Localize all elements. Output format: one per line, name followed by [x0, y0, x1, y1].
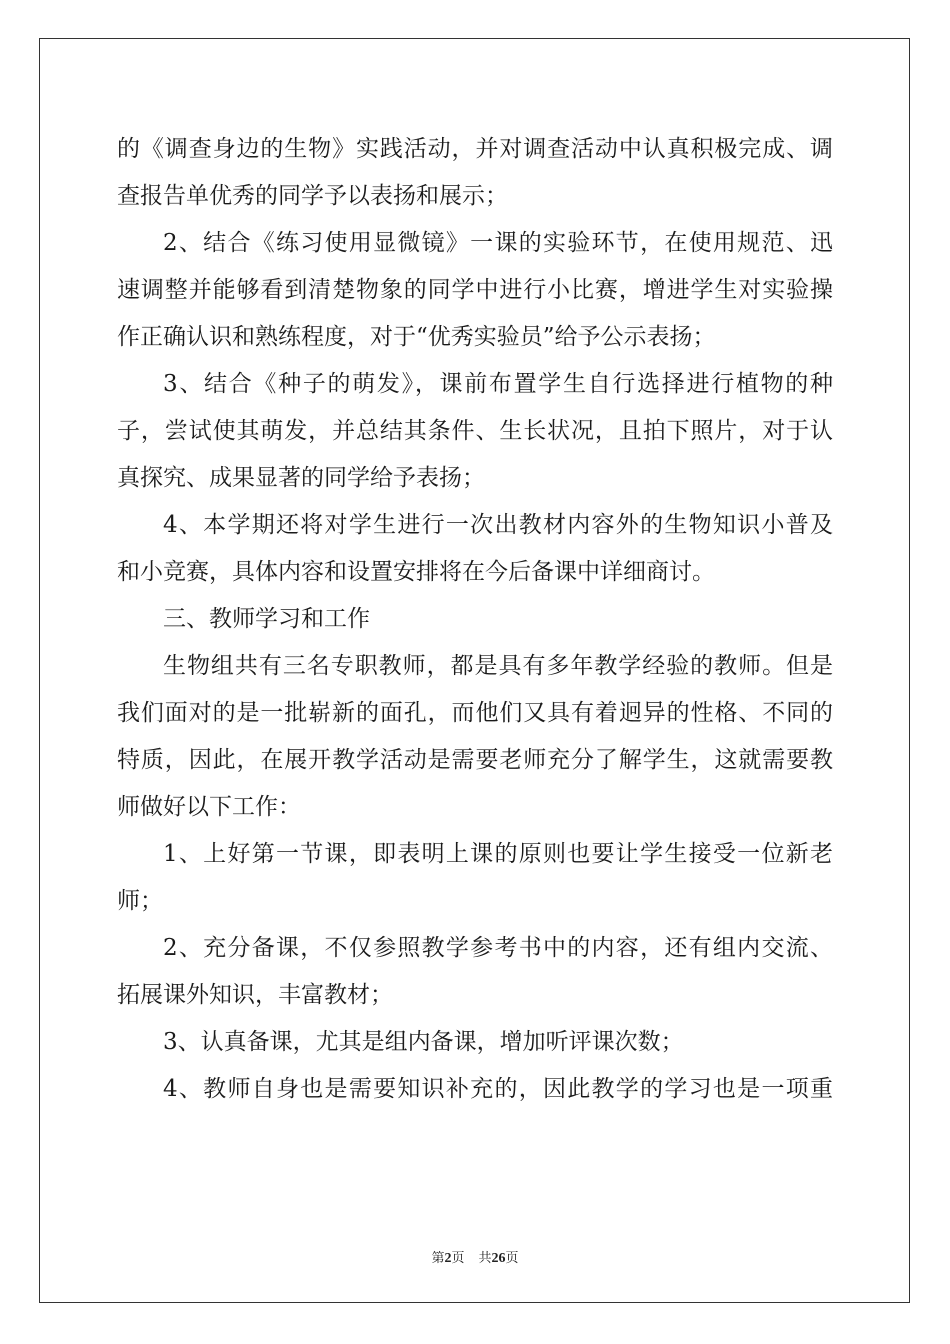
text-line: 拓展课外知识，丰富教材； [117, 982, 393, 1008]
footer-page-number: 2 [444, 1251, 452, 1266]
text-line: 4、本学期还将对学生进行一次出教材内容外的生物知识小普及 [163, 512, 833, 538]
text-line: 我们面对的是一批崭新的面孔，而他们又具有着迥异的性格、不同的 [117, 700, 833, 726]
text-line: 3、结合《种子的萌发》，课前布置学生自行选择进行植物的种 [163, 371, 833, 397]
text-line: 和小竞赛，具体内容和设置安排将在今后备课中详细商讨。 [117, 559, 715, 585]
text-line: 师做好以下工作： [117, 794, 301, 820]
footer-page-prefix: 第 [431, 1251, 445, 1266]
text-line: 作正确认识和熟练程度，对于“优秀实验员”给予公示表扬； [117, 324, 716, 350]
text-line: 4、教师自身也是需要知识补充的，因此教学的学习也是一项重 [163, 1076, 833, 1102]
text-line: 2、充分备课，不仅参照教学参考书中的内容，还有组内交流、 [163, 935, 833, 961]
page-footer [0, 1247, 950, 1267]
text-line: 生物组共有三名专职教师，都是具有多年教学经验的教师。但是 [163, 653, 833, 679]
text-line: 三、教师学习和工作 [163, 606, 370, 632]
text-line: 速调整并能够看到清楚物象的同学中进行小比赛，增进学生对实验操 [117, 277, 833, 303]
footer-total-pages: 26 [491, 1251, 506, 1266]
footer-page-suffix: 页 [451, 1251, 465, 1266]
text-line: 子，尝试使其萌发，并总结其条件、生长状况，且拍下照片，对于认 [117, 418, 833, 444]
footer-total-suffix: 页 [505, 1251, 519, 1266]
footer-total-prefix: 共 [478, 1251, 492, 1266]
document-body [117, 126, 833, 1113]
text-line: 真探究、成果显著的同学给予表扬； [117, 465, 485, 491]
text-line: 查报告单优秀的同学予以表扬和展示； [117, 183, 508, 209]
text-line: 3、认真备课，尤其是组内备课，增加听评课次数； [163, 1029, 684, 1055]
text-line: 特质，因此，在展开教学活动是需要老师充分了解学生，这就需要教 [117, 747, 833, 773]
text-line: 2、结合《练习使用显微镜》一课的实验环节，在使用规范、迅 [163, 230, 833, 256]
text-line: 的《调查身边的生物》实践活动，并对调查活动中认真积极完成、调 [117, 136, 833, 162]
text-line: 1、上好第一节课，即表明上课的原则也要让学生接受一位新老 [163, 841, 833, 867]
text-line: 师； [117, 888, 163, 914]
